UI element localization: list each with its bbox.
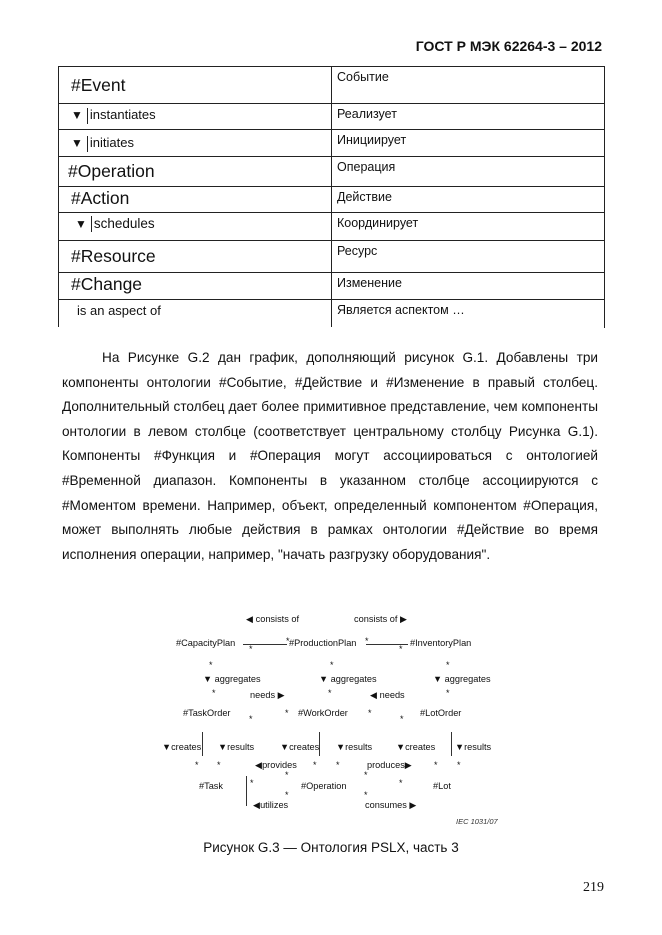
needs-label: ◀ needs (370, 690, 405, 700)
consists-of-left-label: ◀ consists of (246, 614, 300, 624)
iec-reference: IEC 1031/07 (456, 817, 498, 826)
term-cell: ▼ instantiates (59, 104, 332, 130)
document-header: ГОСТ Р МЭК 62264-3 – 2012 (415, 38, 602, 54)
term-cell: #Resource (59, 241, 332, 273)
term-cell: #Operation (59, 157, 332, 187)
translation-cell: Действие (332, 187, 605, 213)
translation-cell: Ресурс (332, 241, 605, 273)
inventory-plan-node: #InventoryPlan (410, 638, 472, 648)
term-cell: ▼ schedules (59, 213, 332, 241)
term-translation-table (58, 66, 605, 327)
needs-label: needs ▶ (250, 690, 285, 700)
provides-label: ◀provides (255, 760, 297, 770)
production-plan-node: #ProductionPlan (289, 638, 357, 648)
table-row (59, 187, 605, 213)
consists-of-right-label: consists of ▶ (354, 614, 408, 624)
lot-node: #Lot (433, 781, 451, 791)
link-line (451, 732, 452, 756)
term-cell: #Change (59, 273, 332, 300)
creates-label: ▼creates (396, 742, 436, 752)
table-row (59, 104, 605, 130)
triangle-down-icon: ▼ (75, 217, 87, 231)
body-paragraph: На Рисунке G.2 дан график, дополняющий рисунок G.1. Добавлены три компоненты онтологии #Событие, #Действие и #Изменение в правый столбец. Дополнительный столбец дает более примитивное представление, чем компоненты онтологии в левом столбце (соответствует центральному столбцу Рисунка G.1). Компоненты #Функция и #Операция могут ассоциироваться с онтологией #Временной диапазон. Компоненты в указанном столбце ассоциируются с #Моментом времени. Например, объект, определенный компонентом #Операция, может выполнять любые действия в рамках онтологии #Действие во время исполнения операции, например, "начать разгрузку оборудования". (62, 350, 598, 562)
translation-cell: Координирует (332, 213, 605, 241)
results-label: ▼results (455, 742, 492, 752)
produces-label: produces▶ (367, 760, 412, 770)
table-row (59, 157, 605, 187)
translation-cell: Операция (332, 157, 605, 187)
link-line (246, 776, 247, 806)
triangle-down-icon: ▼ (71, 136, 83, 150)
table-row (59, 130, 605, 157)
aggregates-label: ▼ aggregates (203, 674, 261, 684)
translation-cell: Инициирует (332, 130, 605, 157)
table-row (59, 241, 605, 273)
consumes-label: consumes ▶ (365, 800, 417, 810)
figure-caption: Рисунок G.3 — Онтология PSLX, часть 3 (203, 840, 459, 855)
link-line (202, 732, 203, 756)
aggregates-label: ▼ aggregates (433, 674, 491, 684)
creates-label: ▼creates (280, 742, 320, 752)
utilizes-label: ◀utilizes (253, 800, 289, 810)
translation-cell: Реализует (332, 104, 605, 130)
task-node: #Task (199, 781, 223, 791)
capacity-plan-node: #CapacityPlan (176, 638, 236, 648)
table-row (59, 300, 605, 327)
term-cell: ▼ initiates (59, 130, 332, 157)
results-label: ▼results (336, 742, 373, 752)
operation-node: #Operation (301, 781, 347, 791)
term-cell: is an aspect of (59, 300, 332, 327)
translation-cell: Изменение (332, 273, 605, 300)
table-row (59, 273, 605, 300)
aggregates-label: ▼ aggregates (319, 674, 377, 684)
table-row (59, 213, 605, 241)
table-row (59, 67, 605, 104)
page-number: 219 (583, 880, 604, 895)
lot-order-node: #LotOrder (420, 708, 462, 718)
term-cell: #Event (59, 67, 332, 104)
work-order-node: #WorkOrder (298, 708, 348, 718)
task-order-node: #TaskOrder (183, 708, 231, 718)
results-label: ▼results (218, 742, 255, 752)
translation-cell: Является аспектом … (332, 300, 605, 327)
term-cell: #Action (59, 187, 332, 213)
triangle-down-icon: ▼ (71, 108, 83, 122)
translation-cell: Событие (332, 67, 605, 104)
creates-label: ▼creates (162, 742, 202, 752)
